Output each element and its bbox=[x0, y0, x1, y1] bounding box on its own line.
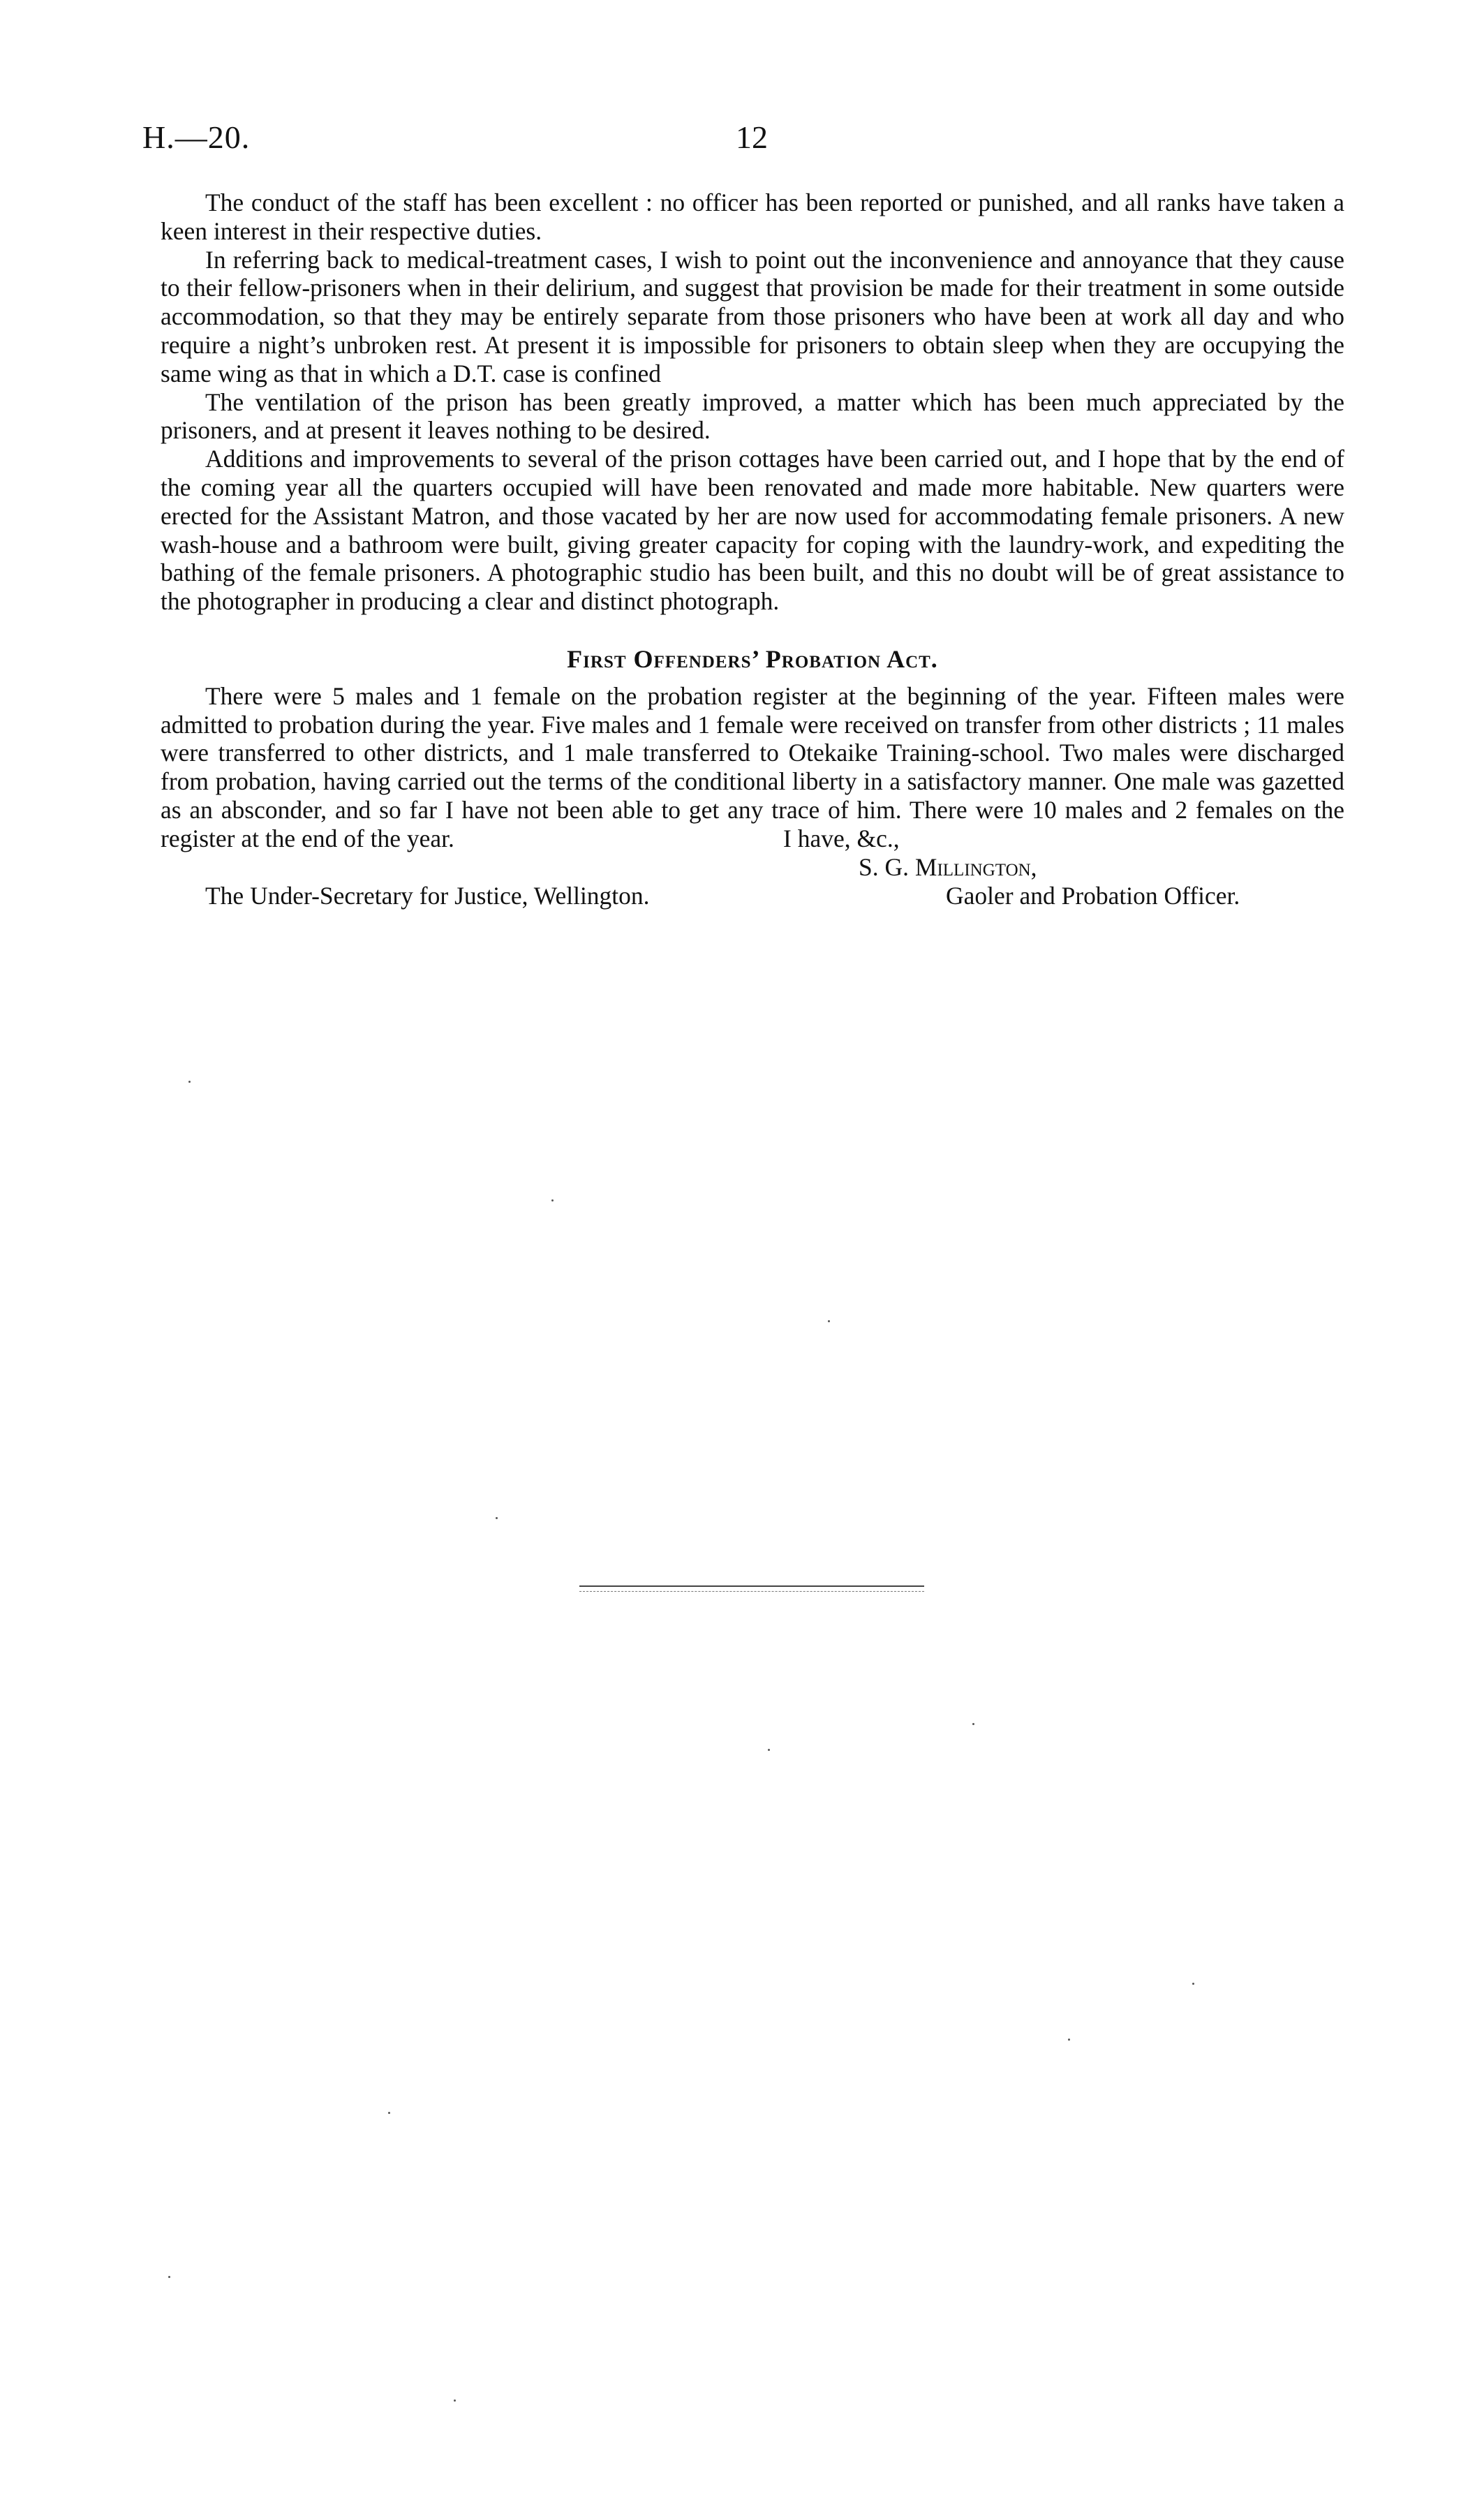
paragraph-ventilation: The ventilation of the prison has been greatly improved, a matter which has been much appreciated by the prisoners, and at present it leaves nothing to be desired. bbox=[161, 387, 1344, 445]
paragraph-staff-conduct: The conduct of the staff has been excellent : no officer has been reported or punished, and all ranks have taken a keen interest in their respective duties. bbox=[161, 188, 1344, 245]
signatory-title: Gaoler and Probation Officer. bbox=[946, 881, 1240, 910]
paragraph-probation: There were 5 males and 1 female on the probation register at the beginning of the year. Fifteen males were admitted to probation during the year. Five males and 1 female were received on transfer from other districts ; 11 males were transferred to other districts, and 1 male transferred to Otekaike Training-school. Two males were discharged from probation, having carried out the terms of the conditional liberty in a satisfactory manner. One male was gazetted as an absconder, and so far I have not been able to get any trace of him. There were 10 males and 2 females on the register at the end of the year. bbox=[161, 681, 1344, 852]
closing-salutation: I have, &c., bbox=[783, 824, 900, 852]
scan-speck bbox=[551, 1199, 554, 1201]
addressee: The Under-Secretary for Justice, Wellington. bbox=[205, 881, 650, 910]
scan-speck bbox=[388, 2112, 390, 2114]
scan-speck bbox=[454, 2399, 456, 2402]
page-header bbox=[142, 119, 1343, 161]
scan-speck bbox=[168, 2276, 170, 2278]
scan-speck bbox=[972, 1723, 974, 1725]
paragraph-improvements: Additions and improvements to several of the prison cottages have been carried out, and I hope that by the end of the coming year all the quarters occupied will have been renovated and made more habitable. New quarters were erected for the Assistant Matron, and those vacated by her are now used for accommodating female prisoners. A new wash-house and a bathroom were built, giving greater capacity for coping with the laundry-work, and expediting the bathing of the female prisoners. A photographic studio has been built, and this no doubt will be of great assistance to the photographer in producing a clear and distinct photograph. bbox=[161, 445, 1344, 616]
scan-speck bbox=[496, 1517, 498, 1519]
paragraph-medical-treatment: In referring back to medical-treatment cases, I wish to point out the inconvenience and annoyance that they cause to their fellow-prisoners when in their delirium, and suggest that provision be made for their treatment in some outside accommodation, so that they may be entirely separate from those prisoners who have been at work all day and who require a night’s unbroken rest. At present it is impossible for prisoners to obtain sleep when they are occupying the same wing as that in which a D.T. case is confined bbox=[161, 245, 1344, 387]
page-number: 12 bbox=[736, 119, 768, 155]
scan-speck bbox=[768, 1749, 770, 1751]
end-rule bbox=[579, 1585, 924, 1592]
scan-speck bbox=[1192, 1983, 1194, 1985]
scan-speck bbox=[1068, 2039, 1070, 2041]
report-body bbox=[161, 188, 1344, 937]
section-heading-probation: First Offenders’ Probation Act. bbox=[567, 644, 938, 673]
scan-speck bbox=[828, 1320, 830, 1322]
scan-speck bbox=[188, 1081, 191, 1083]
closing-block bbox=[161, 824, 1344, 937]
document-reference: H.—20. bbox=[142, 119, 251, 155]
signatory-name: S. G. Millington, bbox=[859, 852, 1037, 881]
